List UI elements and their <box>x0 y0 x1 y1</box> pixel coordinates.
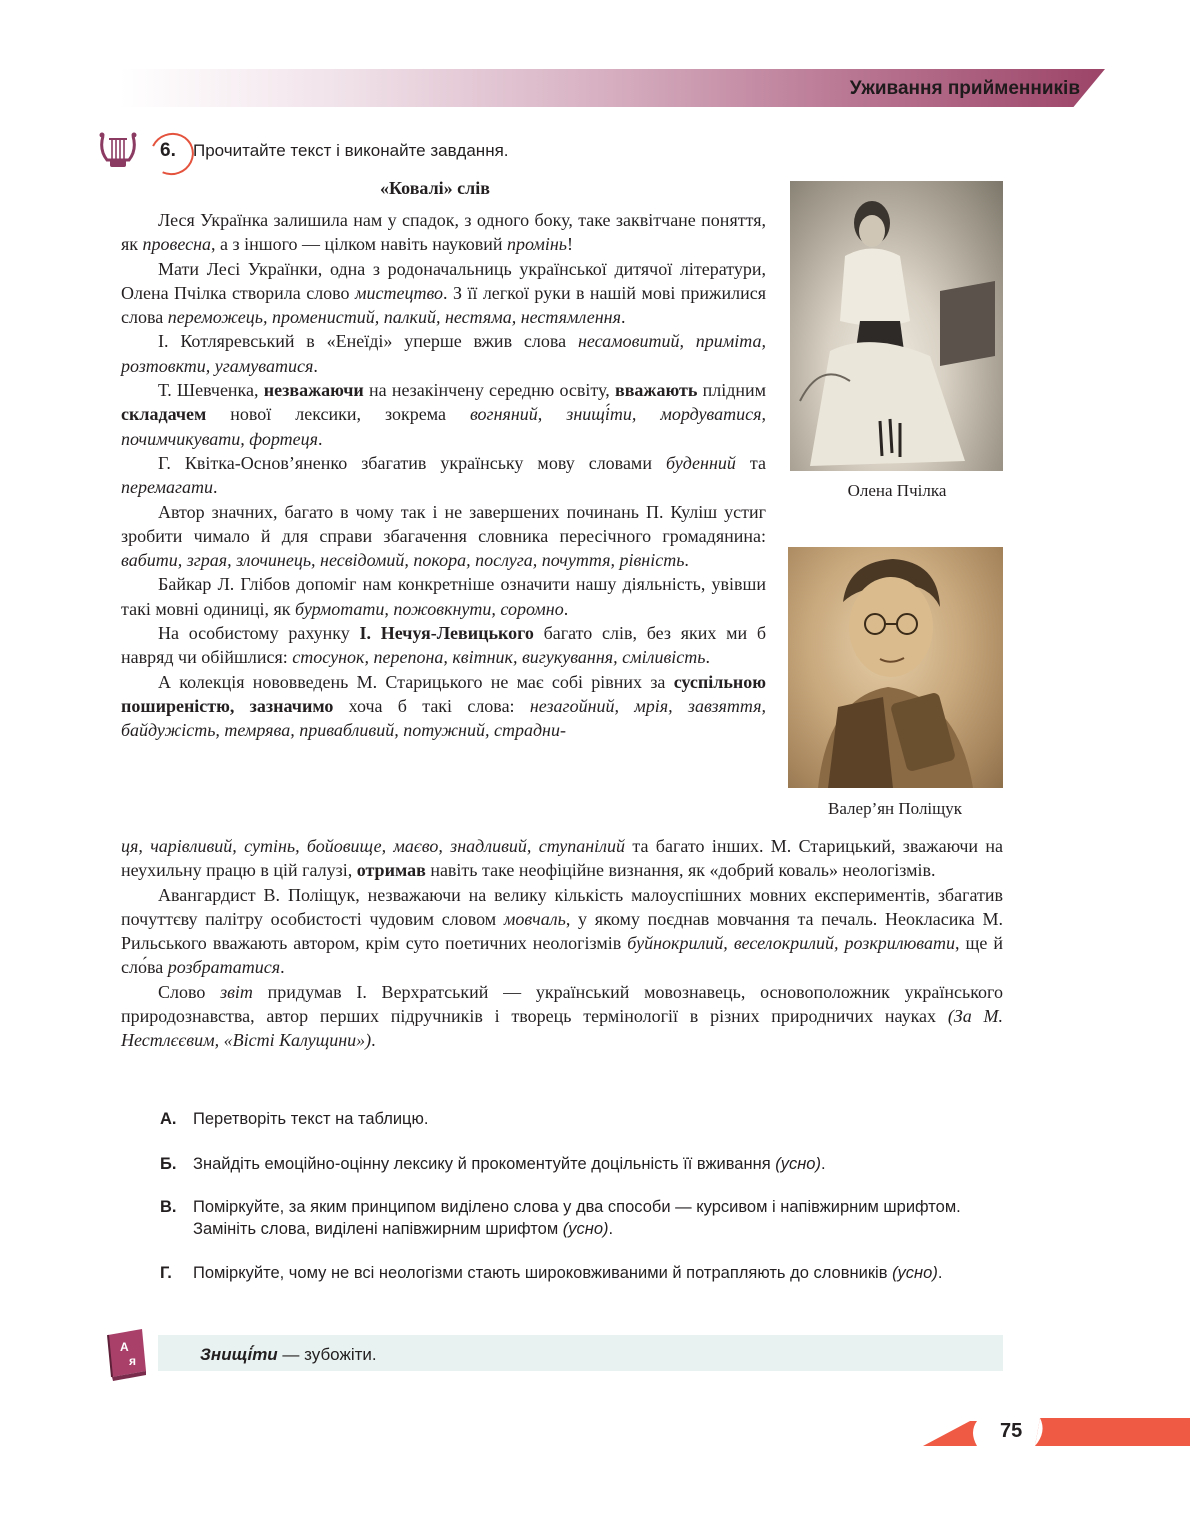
text-run: Поміркуйте, за яким принципом виділено слова у два способи — курсивом і напівжирним шрифтом. Замініть слова, виділені напівжирним шрифтом <box>193 1198 961 1238</box>
task-letter: А. <box>160 1110 177 1128</box>
text-run: нової лексики, зокрема <box>206 404 470 425</box>
italic-text: звіт <box>220 981 253 1002</box>
task-text <box>193 1262 1005 1284</box>
task-number: 6. <box>160 140 176 161</box>
text-run: плідним <box>697 380 767 401</box>
article-text-wide <box>121 834 1003 1053</box>
italic-text: буйнокрилий, веселокрилий, розкрилювати <box>627 933 955 954</box>
italic-text: (усно) <box>562 1220 609 1238</box>
italic-text: (усно) <box>775 1155 821 1173</box>
text-run: Поміркуйте, чому не всі неологізми стають широковживаними й потрапляють до словників <box>193 1264 893 1282</box>
text-run: Леся Українка залишила нам у спадок, з одного боку, таке заквітчане поняття, як <box>121 210 766 255</box>
text-run: , у якому поєднав мовчання та печаль. Неокласика М. Рильського вважають автором, крім суто поетичних неологізмів <box>121 908 1003 954</box>
portrait-photo-valerian-polishchuk <box>788 547 1003 788</box>
italic-text: стосунок, перепона, квітник, вигукування, сміливість <box>292 647 706 668</box>
article-paragraph <box>121 208 766 257</box>
article-paragraph <box>121 980 1003 1053</box>
text-run: навіть таке неофіційне визнання, як «добрий коваль» неологізмів. <box>425 860 936 881</box>
italic-text: мовчаль <box>503 908 566 929</box>
glossary-definition: — зубожіти. <box>277 1345 377 1364</box>
article-title: «Ковалі» слів <box>380 178 490 198</box>
text-run: Т. Шевченка, <box>158 380 264 401</box>
text-run: хоча б такі слова: <box>333 695 530 716</box>
article-paragraph <box>121 329 766 378</box>
bold-text: отримав <box>356 860 426 881</box>
text-run: придумав І. Верхратський — український мовознавець, основоположник українського природознавства, автор перших підручників і творець термінології в різних природничих науках <box>121 981 1003 1027</box>
article-paragraph <box>121 670 766 743</box>
glossary-entry <box>200 1345 377 1365</box>
italic-text: ця, чарівливий, сутінь, бойовище, маєво, знадливий, ступанілий <box>121 836 626 856</box>
svg-text:я: я <box>129 1354 137 1368</box>
text-run: , а з іншого — цілком навіть науковий <box>211 234 508 255</box>
bold-text: складачем <box>121 404 207 425</box>
article-paragraph <box>121 451 766 500</box>
italic-text: провесна <box>142 234 212 255</box>
page-number: 75 <box>1000 1420 1023 1442</box>
text-run: Перетворіть текст на таблицю. <box>193 1110 429 1128</box>
article-paragraph <box>121 378 766 451</box>
text-run: . <box>280 957 285 978</box>
svg-text:А: А <box>120 1340 129 1354</box>
italic-text: промінь <box>507 234 567 255</box>
bold-text: суспільною поширеністю, зазначимо <box>121 671 766 716</box>
text-run: . З її легкої руки в нашій мові прижилися слова <box>121 282 766 328</box>
portrait-photo-olena-pchilka <box>790 181 1003 471</box>
article-paragraph <box>121 500 766 573</box>
task-instruction: Прочитайте текст і виконайте завдання. <box>193 141 509 160</box>
italic-text: перемагати <box>121 477 214 498</box>
italic-text: (усно) <box>892 1264 938 1282</box>
chapter-title: Уживання прийменників <box>849 78 1080 99</box>
task-letter: Г. <box>160 1264 172 1282</box>
text-run: Байкар Л. Глібов допоміг нам конкретніше означити нашу діяльність, увівши такі мовні одиниці, як <box>121 574 766 619</box>
lyre-icon <box>97 130 139 172</box>
italic-text: мистецтво <box>354 282 444 303</box>
bold-text: вважають <box>614 380 698 401</box>
italic-text: несамовитий, приміта, розтовкти, угамуватися <box>121 331 766 376</box>
text-run: . <box>608 1220 614 1238</box>
bold-text: незважаючи <box>263 380 364 401</box>
article-paragraph <box>121 621 766 670</box>
italic-text: бурмотати, пожовкнути, соромно <box>295 598 564 619</box>
text-run: . <box>371 1030 376 1051</box>
text-run: та <box>735 452 766 473</box>
glossary-term: Знищі́ти <box>200 1345 278 1364</box>
page-number-bar <box>923 1418 1190 1446</box>
text-run: Слово <box>158 981 221 1002</box>
text-run: . <box>820 1155 826 1173</box>
italic-text: буденний <box>665 452 736 473</box>
italic-text: вогняний, знищі́ти, мордуватися, почимчикувати, фортеця <box>121 404 766 449</box>
task-text <box>193 1153 1005 1175</box>
text-run: . <box>313 355 318 376</box>
text-run: І. Котляревський в «Енеїді» уперше вжив слова <box>158 331 578 352</box>
italic-text: переможець, променистий, палкий, нестяма, нестямлення <box>167 307 621 328</box>
article-paragraph <box>121 572 766 621</box>
article-paragraph <box>121 257 766 330</box>
italic-text: розбрататися <box>167 957 281 978</box>
task-text <box>193 1108 1005 1130</box>
italic-text: вабити, зграя, злочинець, несвідомий, покора, послуга, почуття, рівність <box>121 550 685 571</box>
text-run: та багато інших. М. Старицький, зважаючи на неухильну працю в цій галузі, <box>121 836 1003 881</box>
text-run: . <box>937 1264 943 1282</box>
text-run: на незакінчену середню освіту, <box>363 380 615 401</box>
text-run: А колекція нововведень М. Старицького не має собі рівних за <box>158 671 674 692</box>
text-run: . <box>684 550 689 571</box>
text-run: Авангардист В. Поліщук, незважаючи на велику кількість малоуспішних мовних експериментів, збагатив почуттєву палітру особистості чудовим словом <box>121 884 1003 929</box>
text-run: . <box>563 598 569 619</box>
task-text <box>193 1196 1005 1240</box>
bold-text: І. Нечуя-Левицького <box>359 623 534 644</box>
text-run: багато слів, без яких ми б навряд чи обійшлися: <box>121 623 766 668</box>
task-letter: Б. <box>160 1155 177 1173</box>
text-run: ! <box>566 234 573 255</box>
italic-text: (За М. Нестлєєвим, «Вісті Калущини») <box>121 1006 1003 1051</box>
text-run: Мати Лесі Українки, одна з родоначальниць української дитячої літератури, Олена Пчілка створила слово <box>121 258 766 303</box>
photo-caption: Валер’ян Поліщук <box>828 799 962 818</box>
text-run: , ще й сло́ва <box>121 933 1004 978</box>
article-paragraph <box>121 883 1003 980</box>
article-text-narrow <box>121 208 766 743</box>
text-run: Знайдіть емоційно-оцінну лексику й прокоментуйте доцільність її вживання <box>193 1155 776 1173</box>
text-run: . <box>317 428 323 449</box>
photo-caption: Олена Пчілка <box>847 481 947 500</box>
text-run: . <box>620 307 626 328</box>
task-letter: В. <box>160 1198 177 1216</box>
article-paragraph-continued <box>121 834 1003 883</box>
italic-text: незагойний, мрія, завзяття, байдужість, темрява, привабливий, потужний, страдни- <box>121 695 766 741</box>
text-run: На особистому рахунку <box>158 623 360 644</box>
text-run: Автор значних, багато в чому так і не завершених починань П. Куліш устиг зробити чимало й для справи збагачення словника пересічного громадянина: <box>121 501 766 546</box>
text-run: Г. Квітка-Основ’яненко збагатив українську мову словами <box>158 452 666 473</box>
text-run: . <box>705 647 710 668</box>
text-run: . <box>213 477 218 498</box>
dictionary-book-icon <box>102 1327 150 1383</box>
